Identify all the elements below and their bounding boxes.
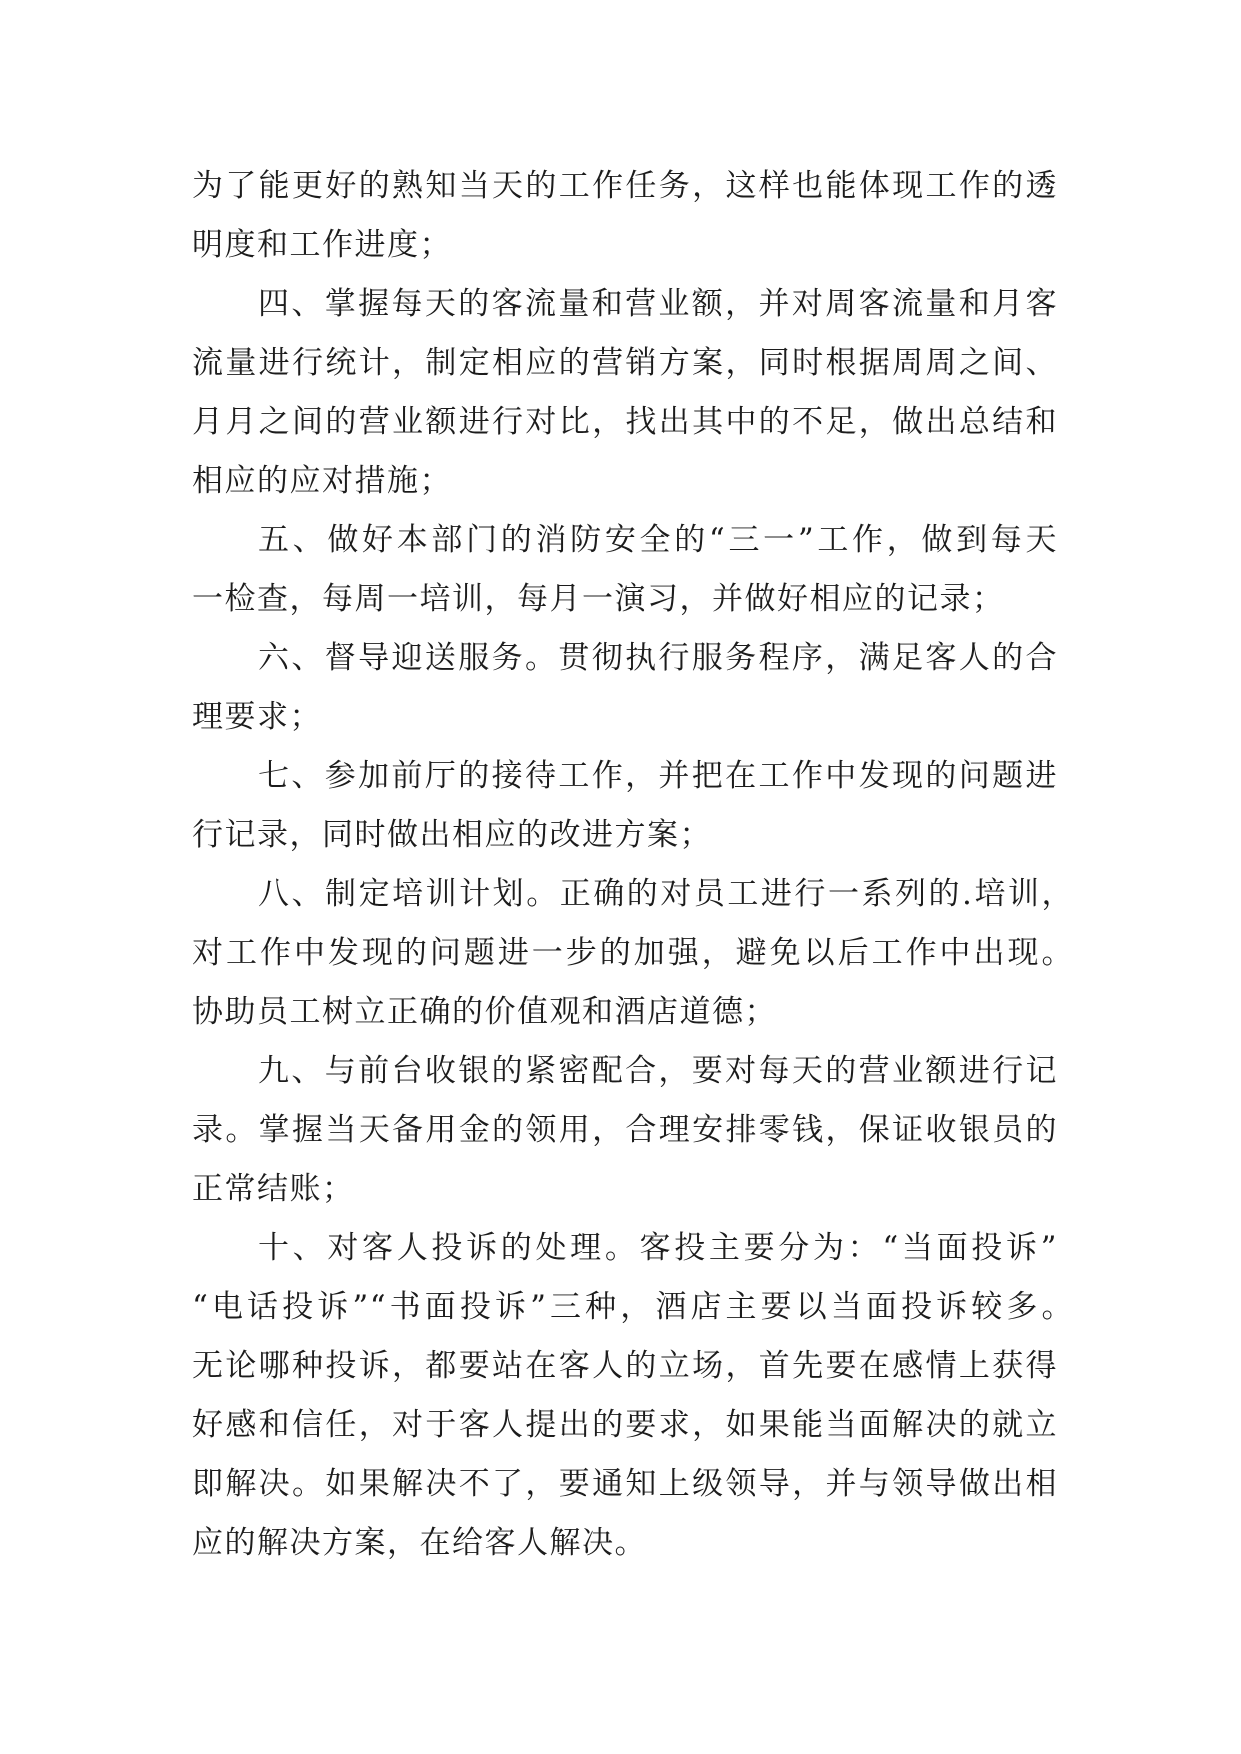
text-line: 即解决。如果解决不了，要通知上级领导，并与领导做出相 [192,1466,1058,1502]
text-line: 为了能更好的熟知当天的工作任务，这样也能体现工作的透 [192,168,1058,204]
text-line: 应的解决方案，在给客人解决。 [192,1525,647,1561]
text-line: “电话投诉”“书面投诉”三种，酒店主要以当面投诉较多。 [192,1289,1074,1325]
text-line: 十、对客人投诉的处理。客投主要分为：“当面投诉” [258,1230,1058,1266]
text-line: 理要求； [192,699,322,735]
paragraph [192,1219,1074,1573]
text-line: 流量进行统计，制定相应的营销方案，同时根据周周之间、 [192,345,1058,381]
text-line: 八、制定培训计划。正确的对员工进行一系列的.培训， [258,876,1074,912]
text-line: 相应的应对措施； [192,463,452,499]
text-line: 九、与前台收银的紧密配合，要对每天的营业额进行记 [258,1053,1058,1089]
text-line: 无论哪种投诉，都要站在客人的立场，首先要在感情上获得 [192,1348,1058,1384]
text-line: 正常结账； [192,1171,355,1207]
paragraph [192,629,1074,747]
text-body [192,157,1074,1573]
text-line: 好感和信任，对于客人提出的要求，如果能当面解决的就立 [192,1407,1058,1443]
text-line: 行记录，同时做出相应的改进方案； [192,817,712,853]
text-line: 月月之间的营业额进行对比，找出其中的不足，做出总结和 [192,404,1058,440]
text-line: 对工作中发现的问题进一步的加强，避免以后工作中出现。 [192,935,1074,971]
text-line: 五、做好本部门的消防安全的“三一”工作，做到每天 [258,522,1058,558]
paragraph [192,865,1074,1042]
paragraph [192,511,1074,629]
text-line: 四、掌握每天的客流量和营业额，并对周客流量和月客 [258,286,1058,322]
paragraph [192,157,1074,275]
paragraph [192,275,1074,511]
paragraph [192,747,1074,865]
paragraph [192,1042,1074,1219]
text-line: 六、督导迎送服务。贯彻执行服务程序，满足客人的合 [258,640,1058,676]
text-line: 明度和工作进度； [192,227,452,263]
text-line: 协助员工树立正确的价值观和酒店道德； [192,994,777,1030]
text-line: 七、参加前厅的接待工作，并把在工作中发现的问题进 [258,758,1058,794]
text-line: 一检查，每周一培训，每月一演习，并做好相应的记录； [192,581,1005,617]
text-line: 录。掌握当天备用金的领用，合理安排零钱，保证收银员的 [192,1112,1058,1148]
